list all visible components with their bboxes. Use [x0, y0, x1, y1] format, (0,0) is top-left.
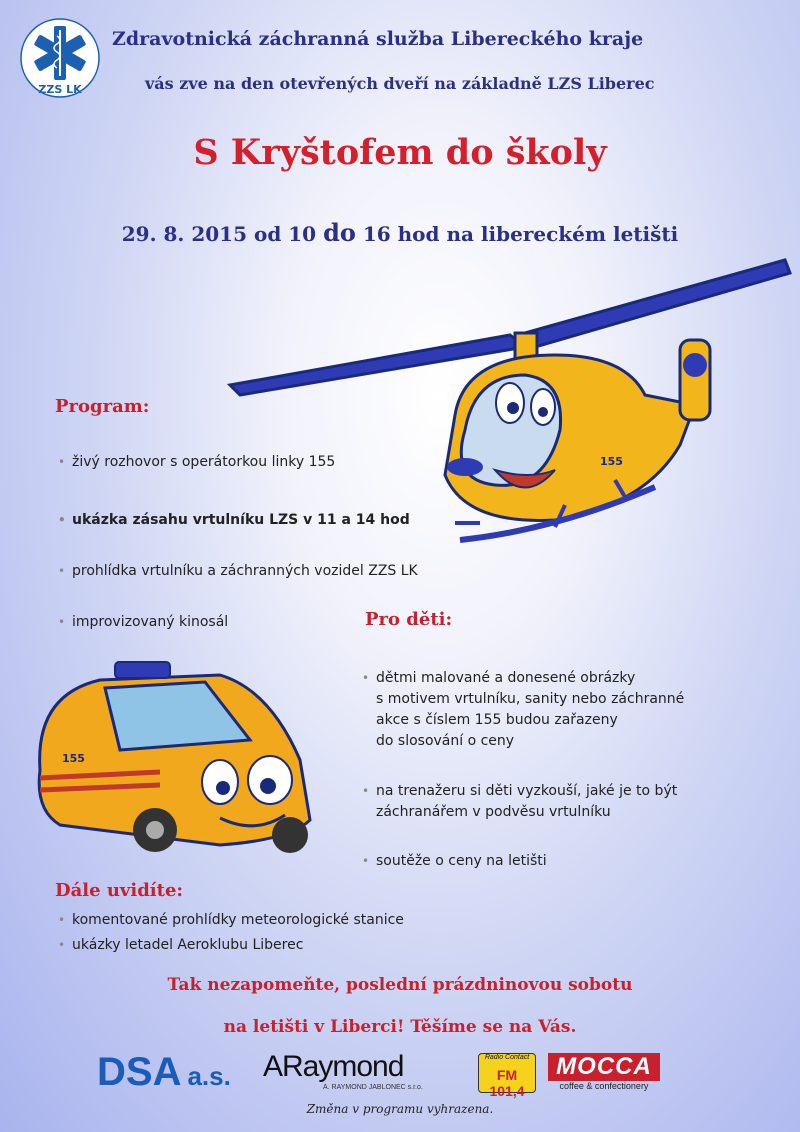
- page-title: S Kryštofem do školy: [193, 132, 607, 173]
- also-heading: Dále uvidíte:: [55, 880, 184, 901]
- logo-text: ZZS LK: [38, 83, 82, 96]
- also-item: • ukázky letadel Aeroklubu Liberec: [58, 937, 304, 953]
- closing-line-1: Tak nezapomeňte, poslední prázdninovou sobotu: [167, 975, 633, 995]
- closing-line-2: na letišti v Liberci! Těšíme se na Vás.: [223, 1017, 577, 1037]
- ambulance-illustration: [20, 650, 330, 875]
- program-heading: Program:: [55, 396, 150, 417]
- program-item: • ukázka zásahu vrtulníku LZS v 11 a 14 hod: [58, 512, 410, 528]
- kids-item: • dětmi malované a donesené obrázky s motivem vrtulníku, sanity nebo záchranné akce s číslem 155 budou zařazeny do slosování o ceny: [362, 670, 685, 749]
- program-item: • živý rozhovor s operátorkou linky 155: [58, 454, 336, 470]
- zzs-lk-logo: [20, 18, 100, 98]
- invite-line: vás zve na den otevřených dveří na základně LZS Liberec: [145, 74, 655, 93]
- footnote: Změna v programu vyhrazena.: [306, 1102, 494, 1116]
- program-item: • prohlídka vrtulníku a záchranných vozidel ZZS LK: [58, 563, 418, 579]
- also-item: • komentované prohlídky meteorologické stanice: [58, 912, 404, 928]
- program-item: • improvizovaný kinosál: [58, 614, 229, 630]
- sponsor-araymond: ARaymond A. RAYMOND JABLONEC s.r.o.: [263, 1050, 423, 1091]
- kids-heading: Pro děti:: [365, 609, 453, 630]
- org-name: Zdravotnická záchranná služba Libereckého kraje: [112, 28, 644, 50]
- helicopter-number: 155: [600, 455, 623, 468]
- kids-item: • na trenažeru si děti vyzkouší, jaké je to být záchranářem v podvěsu vrtulníku: [362, 783, 678, 820]
- sponsor-mocca: MOCCA coffee & confectionery: [548, 1053, 660, 1091]
- kids-item: • soutěže o ceny na letišti: [362, 853, 547, 869]
- ambulance-number: 155: [62, 752, 85, 765]
- sponsor-dsa: DSA a.s.: [97, 1050, 231, 1094]
- event-date: 29. 8. 2015 od 10 do 16 hod na libereckém letišti: [121, 218, 679, 247]
- sponsor-radio-contact: Radio Contact FM 101,4: [478, 1053, 536, 1093]
